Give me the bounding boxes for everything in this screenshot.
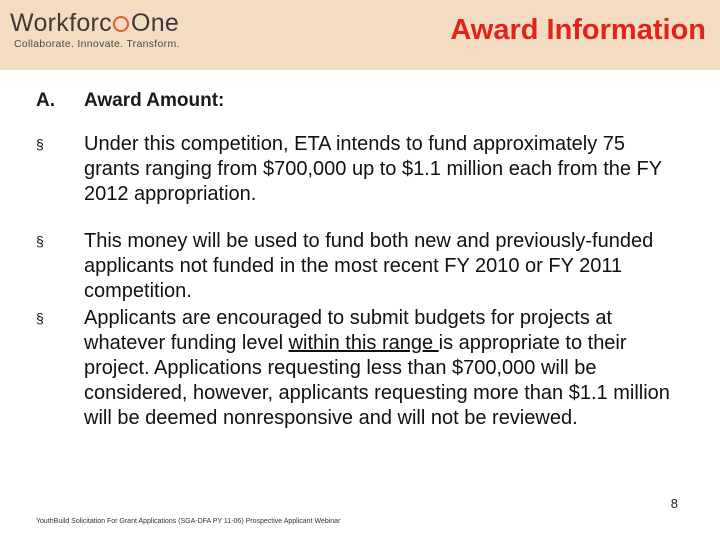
logo-wordmark [10,8,180,38]
section-title: Award Amount: [84,90,225,111]
bullet-text [84,307,670,429]
bullet-text: Under this competition, ETA intends to fund approximately 75 grants ranging from $700,000 up to $1.1 million each from the FY 2012 appropriation. [84,133,662,205]
logo-text-post: One [130,9,180,37]
footer-text: YouthBuild Solicitation For Grant Applications (SGA-DFA PY 11-06) Prospective Applicant Webinar [36,518,341,525]
header-band [0,0,720,70]
bullet-item [36,132,676,207]
bullet-list [36,132,676,431]
bullet-marker-icon: § [36,310,44,326]
bullet-item [36,306,676,431]
slide-title: Award Information [450,14,706,46]
bullet-item [36,229,676,304]
logo-e-circle-icon [113,16,129,32]
bullet-marker-icon: § [36,136,44,152]
bullet-marker-icon: § [36,233,44,249]
section-heading [36,90,224,112]
page-number: 8 [670,496,678,511]
underlined-phrase: within this range [288,332,439,354]
bullet-text: This money will be used to fund both new and previously-funded applicants not funded in the most recent FY 2010 or FY 2011 competition. [84,230,654,302]
bullet-text-part: is appropriate to their project. Applications requesting less than $700,000 will be considered, however, applicants requesting more than $1.1 million will be deemed nonresponsive and will not be reviewed. [84,332,670,429]
bullet-text-part: Applicants are encouraged to submit budgets for projects at whatever funding level [84,307,613,354]
section-letter: A. [36,90,55,111]
logo-tagline: Collaborate. Innovate. Transform. [14,38,180,50]
workforce-one-logo [10,8,180,50]
logo-text-pre: Workforc [10,9,112,37]
